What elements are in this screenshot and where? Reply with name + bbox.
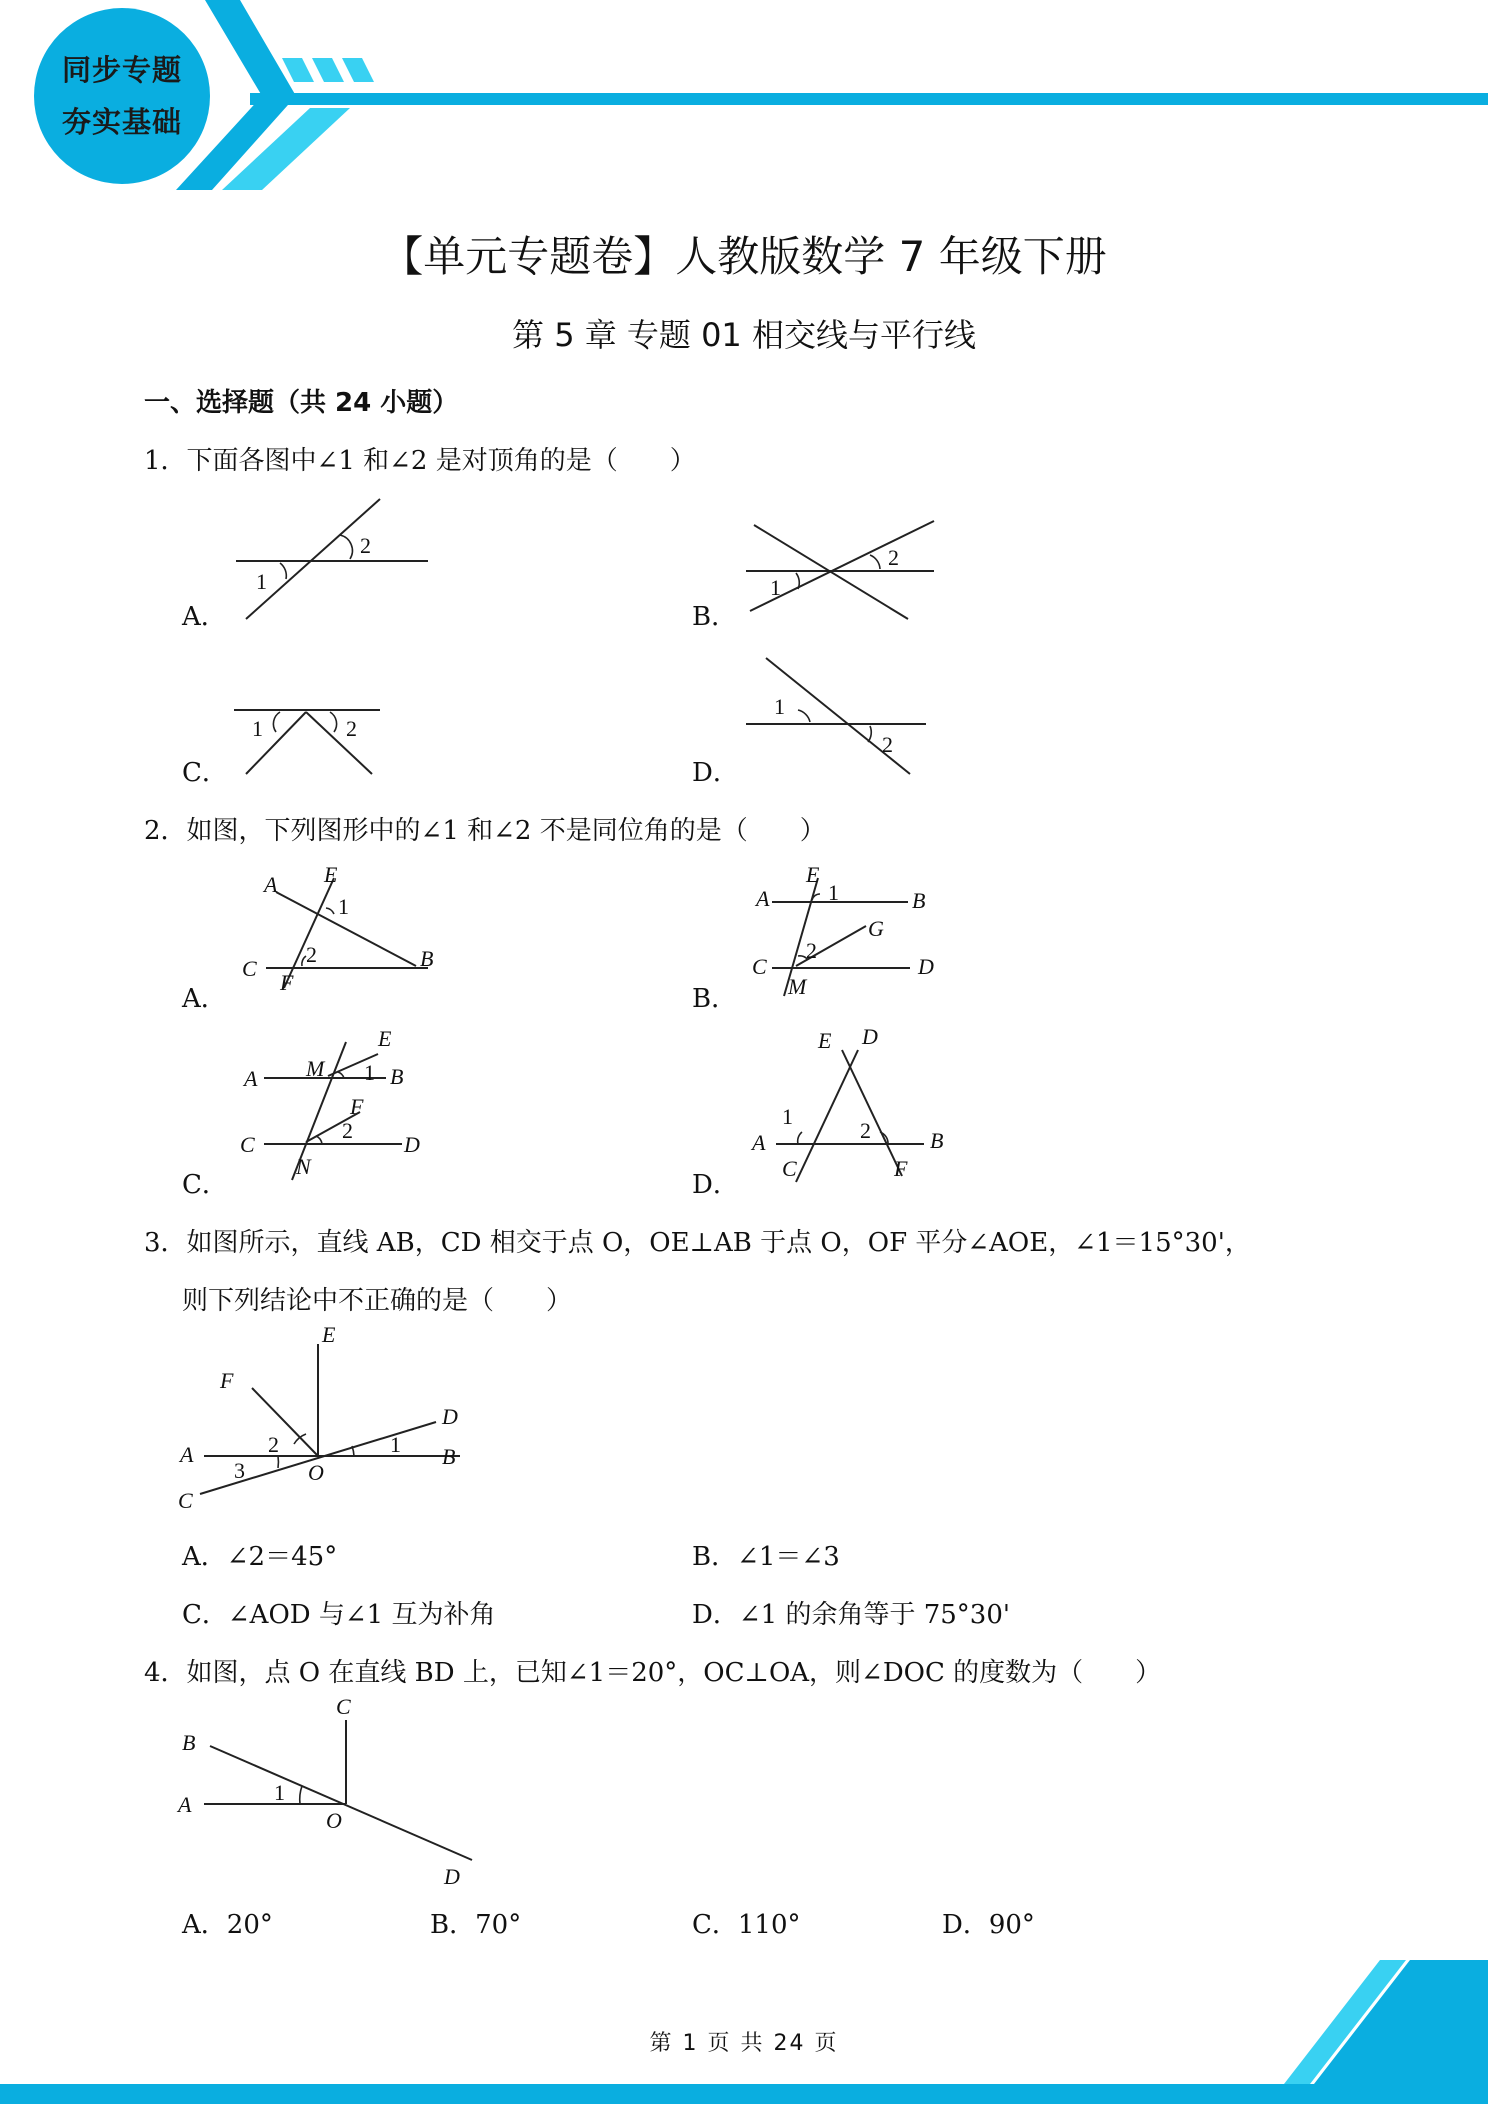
q1-figure-d: [740, 650, 940, 780]
svg-text:A: A: [180, 1442, 194, 1467]
question-3-stem-line2: 则下列结论中不正确的是（ ）: [182, 1286, 573, 1316]
q1-figure-a: [230, 495, 430, 625]
svg-text:F: F: [220, 1368, 234, 1393]
angle-1-label: 1: [252, 716, 263, 741]
svg-text:A: A: [178, 1792, 192, 1817]
svg-text:B: B: [442, 1444, 456, 1469]
svg-text:B: B: [930, 1128, 944, 1153]
svg-text:A: A: [752, 1130, 766, 1155]
svg-text:G: G: [868, 916, 884, 941]
svg-text:1: 1: [782, 1104, 793, 1129]
angle-2-label: 2: [882, 732, 893, 757]
svg-text:C: C: [782, 1156, 797, 1181]
svg-text:C: C: [242, 956, 257, 981]
angle-1-label: 1: [774, 694, 785, 719]
q3-option-d[interactable]: D．∠1 的余角等于 75°30': [692, 1600, 1011, 1630]
q2-figure-a: [236, 862, 456, 995]
svg-text:3: 3: [234, 1458, 245, 1483]
svg-text:D: D: [442, 1404, 458, 1429]
angle-1-label: 1: [770, 575, 781, 600]
page-subtitle: 第 5 章 专题 01 相交线与平行线: [512, 316, 976, 354]
footer-decoration: [0, 1954, 1488, 2104]
svg-text:1: 1: [364, 1060, 375, 1085]
svg-text:2: 2: [860, 1118, 871, 1143]
header-badge: [34, 44, 210, 148]
svg-text:A: A: [756, 886, 770, 911]
q2-option-d[interactable]: D．: [692, 1170, 739, 1200]
question-1-stem: 1．下面各图中∠1 和∠2 是对顶角的是（ ）: [144, 446, 696, 476]
angle-2-label: 2: [888, 545, 899, 570]
svg-text:E: E: [322, 1322, 336, 1347]
angle-2-label: 2: [346, 716, 357, 741]
svg-text:F: F: [894, 1156, 908, 1181]
question-3-stem-line1: 3．如图所示，直线 AB，CD 相交于点 O，OE⊥AB 于点 O，OF 平分∠AOE，∠1＝15°30'，: [144, 1228, 1251, 1258]
svg-text:M: M: [788, 974, 807, 999]
svg-text:O: O: [308, 1460, 324, 1485]
q1-figure-c: [230, 690, 430, 780]
svg-text:A: A: [264, 872, 278, 897]
q4-option-b[interactable]: B．70°: [430, 1910, 522, 1940]
svg-text:C: C: [336, 1694, 351, 1719]
q2-figure-d: [746, 1024, 966, 1184]
q2-option-a[interactable]: A．: [182, 984, 227, 1014]
svg-text:C: C: [752, 954, 767, 979]
svg-text:D: D: [404, 1132, 420, 1157]
q3-option-a[interactable]: A．∠2＝45°: [182, 1542, 338, 1572]
svg-text:B: B: [912, 888, 926, 913]
svg-text:D: D: [918, 954, 934, 979]
svg-text:D: D: [862, 1024, 878, 1049]
svg-text:O: O: [326, 1808, 342, 1833]
svg-text:M: M: [306, 1056, 325, 1081]
q3-option-b[interactable]: B．∠1＝∠3: [692, 1542, 840, 1572]
svg-text:2: 2: [342, 1118, 353, 1143]
svg-text:F: F: [280, 970, 294, 995]
svg-text:F: F: [350, 1094, 364, 1119]
q1-option-a[interactable]: A．: [182, 602, 227, 632]
svg-text:C: C: [240, 1132, 255, 1157]
svg-text:D: D: [444, 1864, 460, 1889]
section-heading: 一、选择题（共 24 小题）: [144, 388, 459, 418]
page-title: 【单元专题卷】人教版数学 7 年级下册: [381, 232, 1107, 281]
svg-text:2: 2: [268, 1432, 279, 1457]
badge-line2: 夯实基础: [61, 105, 182, 139]
svg-text:E: E: [818, 1028, 832, 1053]
angle-2-label: 2: [360, 533, 371, 558]
svg-text:E: E: [324, 862, 338, 887]
svg-text:B: B: [420, 946, 434, 971]
q1-option-b[interactable]: B．: [692, 602, 738, 632]
q4-option-c[interactable]: C．110°: [692, 1910, 801, 1940]
svg-text:A: A: [244, 1066, 258, 1091]
svg-text:C: C: [178, 1488, 193, 1513]
q4-figure: [170, 1694, 490, 1894]
svg-text:1: 1: [338, 894, 349, 919]
svg-text:B: B: [390, 1064, 404, 1089]
svg-text:N: N: [296, 1154, 311, 1179]
page-footer: 第 1 页 共 24 页: [649, 2031, 839, 2056]
q1-figure-b: [740, 515, 940, 625]
question-4-stem: 4．如图，点 O 在直线 BD 上，已知∠1＝20°，OC⊥OA，则∠DOC 的度数为（ ）: [144, 1658, 1162, 1688]
badge-line1: 同步专题: [61, 53, 182, 87]
angle-1-label: 1: [256, 569, 267, 594]
svg-text:1: 1: [390, 1432, 401, 1457]
q2-option-c[interactable]: C．: [182, 1170, 228, 1200]
question-2-stem: 2．如图，下列图形中的∠1 和∠2 不是同位角的是（ ）: [144, 816, 826, 846]
svg-text:E: E: [378, 1026, 392, 1051]
q1-option-c[interactable]: C．: [182, 758, 228, 788]
q4-option-a[interactable]: A．20°: [182, 1910, 273, 1940]
svg-text:2: 2: [806, 938, 817, 963]
header-decoration: [0, 0, 1488, 200]
q4-option-d[interactable]: D．90°: [942, 1910, 1035, 1940]
q2-figure-b: [748, 860, 968, 1000]
svg-text:1: 1: [828, 880, 839, 905]
q1-option-d[interactable]: D．: [692, 758, 739, 788]
q3-figure: [170, 1322, 470, 1512]
svg-text:1: 1: [274, 1780, 285, 1805]
svg-text:E: E: [806, 862, 820, 887]
q2-figure-c: [236, 1024, 456, 1184]
svg-text:B: B: [182, 1730, 196, 1755]
q2-option-b[interactable]: B．: [692, 984, 738, 1014]
q3-option-c[interactable]: C．∠AOD 与∠1 互为补角: [182, 1600, 496, 1630]
svg-text:2: 2: [306, 942, 317, 967]
